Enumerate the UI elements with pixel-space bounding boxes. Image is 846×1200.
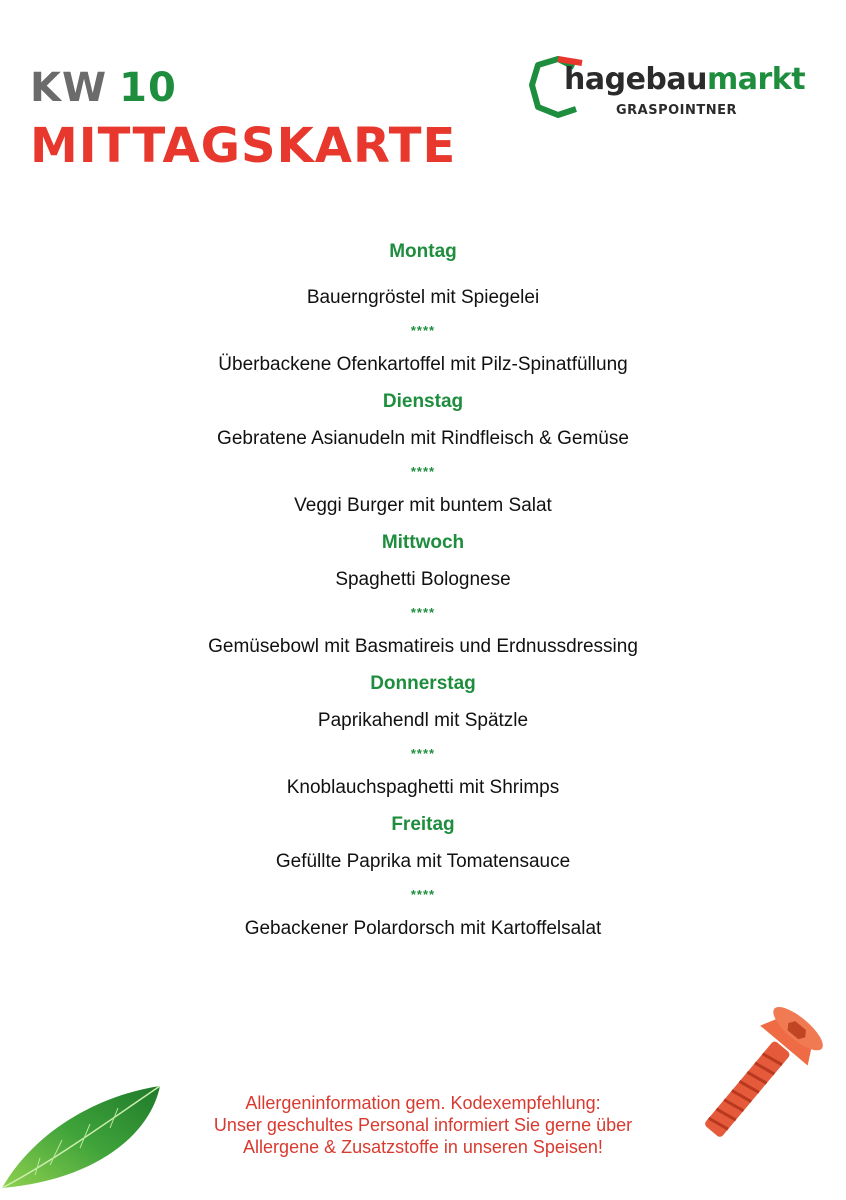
logo-name-part2: markt xyxy=(707,62,806,97)
allergen-info xyxy=(0,1092,846,1158)
dish-1: Gefüllte Paprika mit Tomatensauce xyxy=(275,851,571,872)
logo-wordmark xyxy=(564,62,806,97)
day-block-wednesday xyxy=(0,531,846,659)
dish-1: Bauerngröstel mit Spiegelei xyxy=(306,287,540,308)
dish-separator: **** xyxy=(410,605,436,620)
day-heading: Freitag xyxy=(391,814,455,835)
dish-2: Überbackene Ofenkartoffel mit Pilz-Spinatfüllung xyxy=(218,354,628,375)
dish-separator: **** xyxy=(410,746,436,761)
day-heading: Dienstag xyxy=(382,391,464,412)
dish-1: Gebratene Asianudeln mit Rindfleisch & Gemüse xyxy=(217,428,629,449)
logo-subtitle: GRASPOINTNER xyxy=(616,103,738,118)
logo-name-part1: hagebau xyxy=(564,62,707,97)
day-block-tuesday xyxy=(0,390,846,518)
kw-number: 10 xyxy=(119,65,177,111)
kw-label: KW xyxy=(30,65,108,111)
dish-separator: **** xyxy=(410,323,436,338)
day-block-friday xyxy=(0,813,846,941)
week-label xyxy=(30,65,177,111)
day-heading: Mittwoch xyxy=(381,532,465,553)
dish-separator: **** xyxy=(410,464,436,479)
dish-2: Gebackener Polardorsch mit Kartoffelsalat xyxy=(244,918,602,939)
dish-2: Knoblauchspaghetti mit Shrimps xyxy=(286,777,560,798)
day-block-monday xyxy=(0,240,846,377)
page-title: MITTAGSKARTE xyxy=(30,118,457,174)
day-block-thursday xyxy=(0,672,846,800)
dish-2: Gemüsebowl mit Basmatireis und Erdnussdressing xyxy=(208,636,638,657)
day-heading: Donnerstag xyxy=(370,673,476,694)
allergen-line-3: Allergene & Zusatzstoffe in unseren Speisen! xyxy=(243,1137,603,1157)
allergen-line-1: Allergeninformation gem. Kodexempfehlung: xyxy=(245,1093,601,1113)
day-heading: Montag xyxy=(389,241,457,262)
dish-2: Veggi Burger mit buntem Salat xyxy=(294,495,552,516)
menu-list xyxy=(0,240,846,941)
allergen-line-2: Unser geschultes Personal informiert Sie gerne über xyxy=(213,1115,633,1135)
dish-1: Spaghetti Bolognese xyxy=(335,569,511,590)
hagebaumarkt-logo xyxy=(528,55,818,123)
dish-1: Paprikahendl mit Spätzle xyxy=(317,710,529,731)
dish-separator: **** xyxy=(410,887,436,902)
